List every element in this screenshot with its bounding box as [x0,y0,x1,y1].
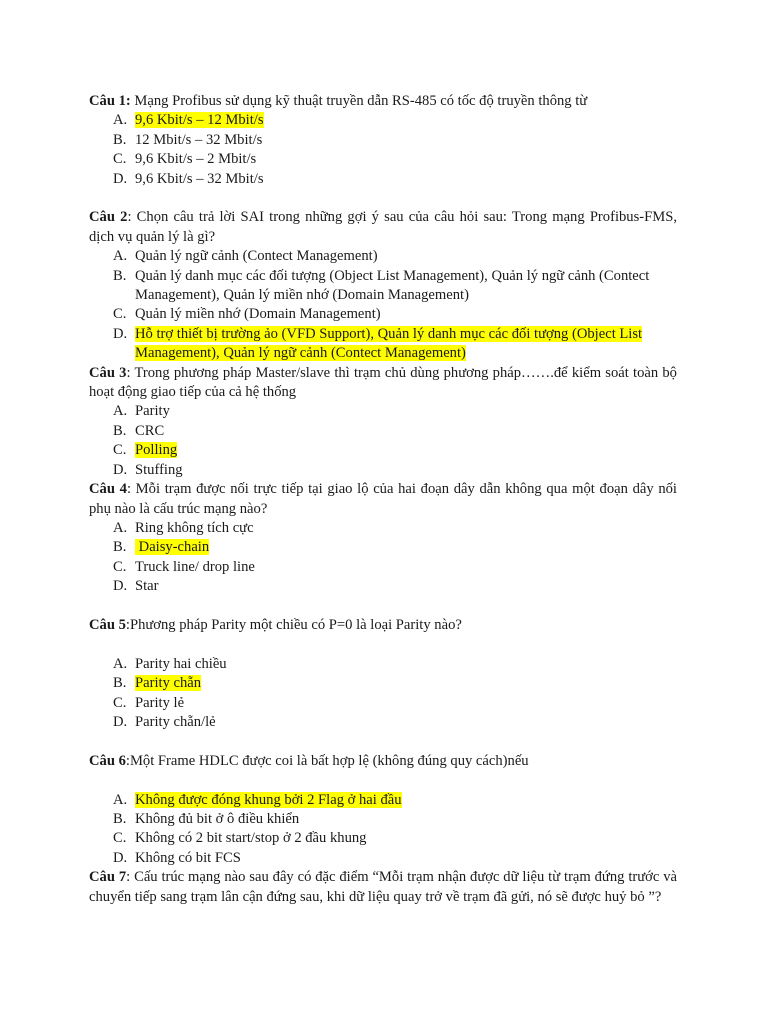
option-letter: D. [113,325,128,342]
question-2-option-d [89,325,677,364]
option-letter: B. [113,422,127,439]
spacer [89,732,677,751]
question-3-body: : Trong phương pháp Master/slave thì trạm chủ dùng phương pháp…….để kiểm soát toàn bộ hoạt động giao tiếp của cả hệ thống [89,364,677,401]
option-letter: D. [113,713,128,730]
question-4-body: : Mỗi trạm được nối trực tiếp tại giao lộ của hai đoạn dây dẫn không qua một đoạn dây nối phụ nào là cấu trúc mạng nào? [89,481,677,517]
option-letter: A. [113,403,128,420]
option-letter: A. [113,791,128,808]
question-7-body: : Cấu trúc mạng nào sau đây có đặc điểm “Mỗi trạm nhận được dữ liệu từ trạm đứng trước và chuyển tiếp sang trạm lân cận đứng sau, khi dữ liệu quay trở về trạm đã gửi, nó sẽ được huỷ bỏ ”? [89,869,677,905]
question-4-text [89,480,677,519]
option-letter: D. [113,461,128,478]
question-4-options [89,519,677,597]
option-letter: C. [113,151,127,168]
question-1-option-a [89,111,677,130]
question-5-option-a [89,655,677,674]
question-7-text [89,868,677,907]
question-6-option-c [89,829,677,848]
question-3-option-d [89,461,677,480]
question-2-text [89,208,677,247]
question-3-option-c [89,441,677,460]
question-2-body: : Chọn câu trả lời SAI trong những gợi ý sau của câu hỏi sau: Trong mạng Profibus-FMS, dịch vụ quản lý là gì? [89,209,677,245]
option-text: Daisy-chain [135,539,210,556]
option-letter: C. [113,694,127,711]
question-3-text [89,364,677,403]
spacer [89,189,677,208]
option-letter: A. [113,655,128,672]
option-text: 9,6 Kbit/s – 32 Mbit/s [135,170,264,187]
option-text: Quản lý danh mục các đối tượng (Object List Management), Quản lý ngữ cảnh (Contect Management), Quản lý miền nhớ (Domain Management) [135,267,650,304]
option-text: Polling [135,442,178,459]
option-text: Không có 2 bit start/stop ở 2 đầu khung [135,830,367,847]
option-letter: C. [113,830,127,847]
option-text: Stuffing [135,461,183,478]
question-5-label: Câu 5 [89,616,126,633]
option-letter: B. [113,810,127,827]
question-1-option-c [89,150,677,169]
option-text: Star [135,578,159,595]
option-text: Parity chẵn/lẻ [135,713,216,730]
question-1-options [89,111,677,189]
spacer [89,771,677,790]
option-text: Parity chẵn [135,675,202,692]
question-1-option-d [89,170,677,189]
question-2-option-b [89,267,677,306]
question-5-body: :Phương pháp Parity một chiều có P=0 là loại Parity nào? [125,616,462,633]
option-letter: C. [113,306,127,323]
question-7 [89,868,677,907]
question-6-option-d [89,849,677,868]
question-4-label: Câu 4 [89,481,127,498]
question-1-option-b [89,131,677,150]
option-letter: B. [113,675,127,692]
option-text: Parity hai chiều [135,655,227,672]
question-3 [89,364,677,480]
question-6-options [89,791,677,869]
spacer [89,597,677,616]
option-letter: B. [113,267,127,284]
option-text: 9,6 Kbit/s – 2 Mbit/s [135,151,257,168]
question-2-option-c [89,305,677,324]
option-text: 12 Mbit/s – 32 Mbit/s [135,131,263,148]
question-4 [89,480,677,596]
option-text: Không được đóng khung bởi 2 Flag ở hai đầu [135,791,402,808]
option-text: Parity lẻ [135,694,185,711]
question-5-options [89,655,677,733]
option-letter: D. [113,849,128,866]
question-2-label: Câu 2 [89,209,128,226]
option-letter: C. [113,558,127,575]
option-text: Truck line/ drop line [135,558,255,575]
option-text: Parity [135,403,170,420]
option-letter: D. [113,578,128,595]
question-3-option-a [89,402,677,421]
question-5-option-d [89,713,677,732]
question-5-option-c [89,694,677,713]
question-7-label: Câu 7 [89,869,127,886]
question-1-body: Mạng Profibus sử dụng kỹ thuật truyền dẫn RS-485 có tốc độ truyền thông từ [130,93,588,109]
question-6-label: Câu 6 [89,752,126,769]
option-letter: B. [113,131,127,148]
option-text: Ring không tích cực [135,519,254,536]
question-5-option-b [89,674,677,693]
question-4-option-d [89,577,677,596]
quiz-document [89,92,677,907]
option-text: Quản lý ngữ cảnh (Contect Management) [135,248,378,265]
option-text: 9,6 Kbit/s – 12 Mbit/s [135,112,264,129]
question-3-option-b [89,422,677,441]
question-4-option-b [89,538,677,557]
option-text: Không đủ bit ở ô điều khiển [135,810,300,827]
question-3-options [89,402,677,480]
question-5-text [89,616,677,635]
question-1-text [89,92,677,111]
option-letter: B. [113,539,127,556]
option-text: Hỗ trợ thiết bị trường ảo (VFD Support), Quản lý danh mục các đối tượng (Object List Management), Quản lý ngữ cảnh (Contect Management) [135,325,643,362]
option-text: Không có bit FCS [135,849,241,866]
option-text: CRC [135,422,165,439]
question-2-options [89,247,677,363]
question-6 [89,752,677,868]
question-1 [89,92,677,189]
option-letter: A. [113,519,128,536]
option-letter: A. [113,248,128,265]
question-6-body: :Một Frame HDLC được coi là bất hợp lệ (không đúng quy cách)nếu [125,752,529,769]
spacer [89,635,677,654]
question-1-label: Câu 1: [89,93,131,109]
option-letter: A. [113,112,128,129]
option-letter: C. [113,442,127,459]
question-6-option-a [89,791,677,810]
question-2 [89,208,677,363]
option-letter: D. [113,170,128,187]
question-4-option-c [89,558,677,577]
option-text: Quản lý miền nhớ (Domain Management) [135,306,381,323]
question-3-label: Câu 3 [89,364,127,381]
question-6-text [89,752,677,771]
question-6-option-b [89,810,677,829]
question-2-option-a [89,247,677,266]
question-4-option-a [89,519,677,538]
question-5 [89,616,677,732]
